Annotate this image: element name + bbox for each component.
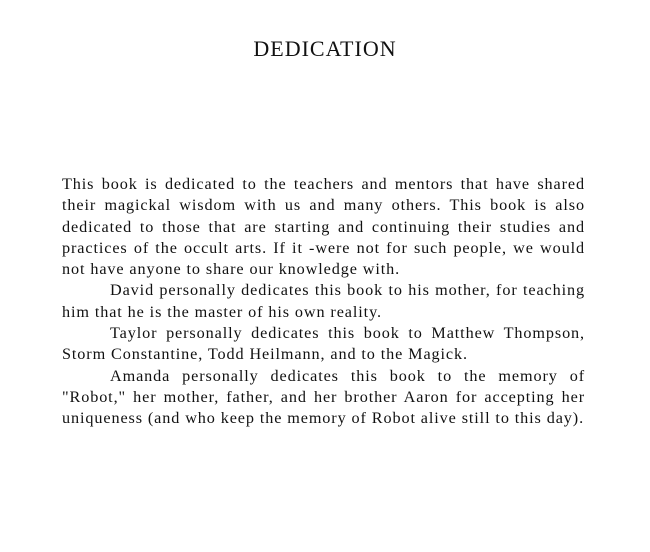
dedication-paragraph-taylor: Taylor personally dedicates this book to Matthew Thompson, Storm Constantine, Todd Heilmann, and to the Magick.	[62, 324, 585, 364]
dedication-paragraph-david: David personally dedicates this book to his mother, for teaching him that he is the master of his own reality.	[62, 281, 585, 321]
page-title: DEDICATION	[253, 36, 397, 61]
dedication-body	[62, 174, 585, 430]
dedication-paragraph-amanda: Amanda personally dedicates this book to the memory of "Robot," her mother, father, and her brother Aaron for accepting her uniqueness (and who keep the memory of Robot alive still to this day).	[62, 366, 585, 428]
dedication-paragraph-general: This book is dedicated to the teachers and mentors that have shared their magickal wisdom with us and many others. This book is also dedicated to those that are starting and continuing their studies and practices of the occult arts. If it -were not for such people, we would not have anyone to share our knowledge with.	[62, 175, 585, 279]
